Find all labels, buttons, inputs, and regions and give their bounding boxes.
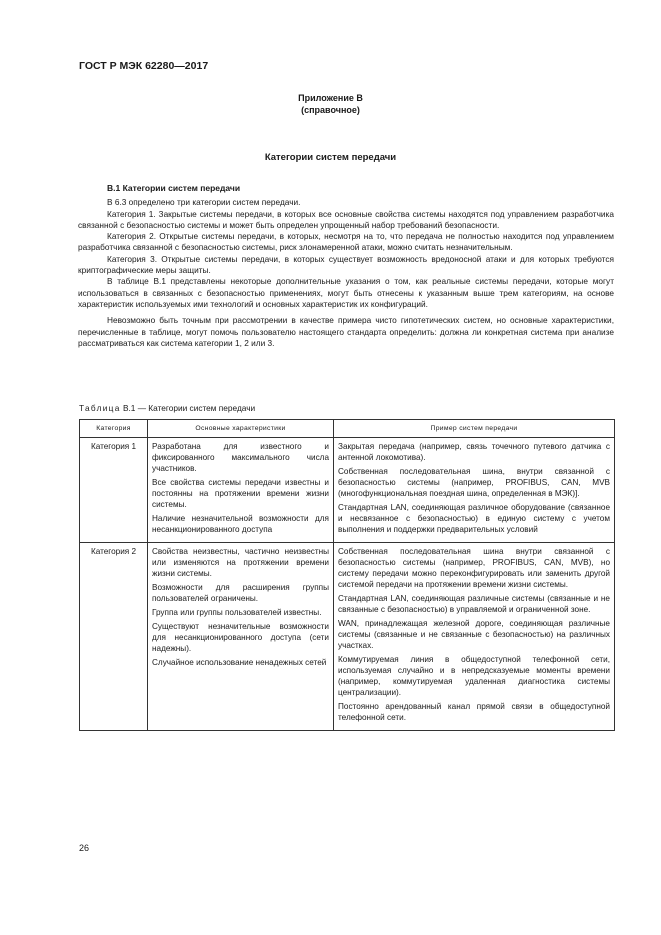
paragraph: В 6.3 определено три категории систем передачи. — [107, 197, 301, 208]
standard-header: ГОСТ Р МЭК 62280—2017 — [79, 60, 209, 72]
cell-paragraph: Существуют незначительные возможности для несанкционированного доступа (сети надежны). — [152, 622, 329, 653]
cell-paragraph: Возможности для расширения группы пользователей ограничены. — [152, 583, 329, 603]
cell-paragraph: Наличие незначительной возможности для несанкционированного доступа — [152, 514, 329, 534]
cell-paragraph: Собственная последовательная шина, внутри связанной с безопасностью системы (например, PROFIBUS, CAN, MVB (многофункциональная поездная шина, определенная в МЭК)]. — [338, 467, 610, 498]
cell-paragraph: Постоянно арендованный канал прямой связи в общедоступной телефонной сети. — [338, 702, 610, 722]
section-title: Категории систем передачи — [264, 152, 397, 163]
paragraph: Невозможно быть точным при рассмотрении в качестве примера чисто гипотетических систем, но основные характеристики, перечисленные в таблице, могут помочь пользователю настоящего стандарта определить: должна ли конкретная система при анализе рассматриваться как система категории 1, 2 или 3. — [78, 315, 614, 348]
table-row — [80, 543, 615, 731]
column-header: Основные характеристики — [148, 420, 334, 438]
examples-cell — [334, 438, 615, 543]
body-text — [78, 183, 614, 349]
cell-paragraph: Стандартная LAN, соединяющая различные системы (связанные и не связанные с безопасностью) в управляемой и ограниченной зоне. — [338, 594, 610, 614]
cell-paragraph: Все свойства системы передачи известны и постоянны на протяжении времени жизни системы. — [152, 478, 329, 509]
category-cell: Категория 1 — [80, 438, 148, 543]
paragraph: Категория 2. Открытые системы передачи, в которых, несмотря на то, что передача не полностью находится под управлением разработчика связанной с безопасностью системы, риск злонамеренной атаки, можно считать незначительным. — [78, 231, 614, 253]
cell-paragraph: Закрытая передача (например, связь точечного путевого датчика с антенной локомотива). — [338, 442, 610, 462]
paragraph: Категория 3. Открытые системы передачи, в которых существует возможность вредоносной атаки и для которых требуются криптографические меры защиты. — [78, 253, 614, 276]
cell-paragraph: Собственная последовательная шина внутри связанной с безопасностью системы (например, PROFIBUS, CAN, MVB), но систему передачи можно переконфигурировать или заменить другой системой передачи на протяжении времени жизни системы. — [338, 547, 610, 589]
cell-paragraph: Стандартная LAN, соединяющая различное оборудование (связанное и несвязанное с безопасностью) в единую систему с учетом выполнения и поддержки предварительных условий — [338, 503, 610, 534]
appendix-subtitle: (справочное) — [301, 105, 360, 115]
table-row — [80, 438, 615, 543]
table-header-row — [80, 420, 615, 438]
characteristics-cell — [148, 438, 334, 543]
cell-paragraph: Свойства неизвестны, частично неизвестны или изменяются на протяжении времени жизни системы. — [152, 547, 329, 578]
table-caption — [79, 403, 255, 413]
column-header: Категория — [80, 420, 148, 438]
appendix-title: Приложение В — [298, 93, 363, 103]
examples-cell — [334, 543, 615, 731]
cell-paragraph: Разработана для известного и фиксированного максимального числа участников. — [152, 442, 329, 473]
table-caption-prefix: Таблица — [79, 403, 121, 413]
categories-table — [79, 419, 615, 731]
column-header: Пример систем передачи — [334, 420, 615, 438]
page-number: 26 — [79, 843, 90, 853]
characteristics-cell — [148, 543, 334, 731]
table-caption-text: В.1 — Категории систем передачи — [120, 403, 256, 413]
paragraph: В таблице В.1 представлены некоторые дополнительные указания о том, как реальные системы передачи, которые могут использоваться в связанных с безопасностью применениях, могут быть отнесены к указанным выше трем категориям, на основе характеристик используемых ими технологий и основных характеристик их конфигураций. — [78, 276, 614, 309]
cell-paragraph: Группа или группы пользователей известны. — [152, 608, 322, 617]
category-cell: Категория 2 — [80, 543, 148, 731]
subsection-heading: В.1 Категории систем передачи — [107, 183, 241, 193]
paragraph: Категория 1. Закрытые системы передачи, в которых все основные свойства системы находятся под управлением разработчика связанной с безопасностью системы и может быть определен упрощенный набор требований безопасности. — [78, 208, 614, 230]
cell-paragraph: WAN, принадлежащая железной дороге, соединяющая различные системы (связанные и не связанные с безопасностью) на различных участках. — [338, 619, 610, 650]
cell-paragraph: Коммутируемая линия в общедоступной телефонной сети, используемая случайно и в непредсказуемые моменты времени (например, коммутируемая удаленная диагностика системы централизации). — [338, 655, 610, 697]
cell-paragraph: Случайное использование ненадежных сетей — [152, 658, 327, 667]
